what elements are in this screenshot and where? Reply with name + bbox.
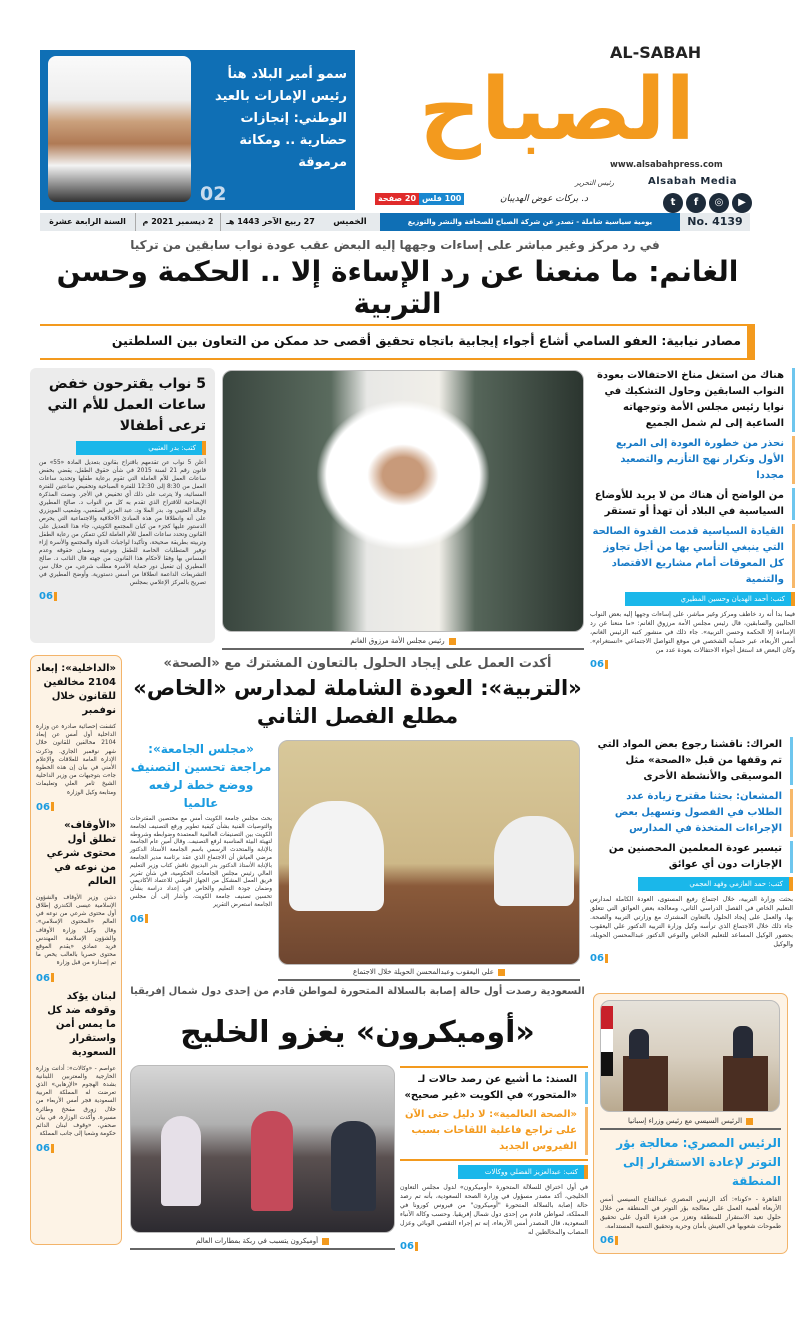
meeting-photo	[278, 740, 580, 965]
issue-number: No. 4139	[687, 215, 743, 228]
sidebar-headline[interactable]: «الداخلية»: إبعاد 2104 مخالفين للقانون خلال نوفمبر	[36, 663, 116, 716]
editor-signature: د. بركات عوض الهديبان	[500, 194, 589, 204]
lead-point: هناك من استغل مناخ الاحتفالات بعودة النواب السابقين وحاول التشكيك في نوايا رئيس مجلس الأمة وتوجهاته الساعية إلى لم شمل الجميع	[590, 368, 795, 432]
price: 100 فلس	[419, 193, 464, 205]
egypt-page-ref[interactable]: 06	[600, 1235, 618, 1247]
pages-count: 20 صفحة	[375, 193, 419, 205]
university-body: بحث مجلس جامعة الكويت أمس مع مختصين المقترحات والتوصيات الفنية بشأن كيفية تطوير ورفع التصنيف لجامعة الكويت بين التصنيفات العالمية المعتمدة وضوابطه وشروطه لتهيئة البيئة المناسبة لرفع التصنيف. وقال أمين عام الجامعة بالإنابة والمتحدث الرسمي باسم الجامعة الأستاذ الدكتور مرضي العياش أن الاجتماع الذي عقد برئاسة مدير الجامعة بالإنابة الأستاذ الدكتور بدر البديوي ناقش كتاب وزير التعليم العالي رئيس مجلس الجامعات الحكومية، في شأن تقرير فريق العمل المشكل من الجهاز الوطني للاعتماد الأكاديمي وضمان جودة التعليم والخاص في إعداد دراسة بشأن تحسين تصنيف جامعة الكويت. وأشار إلى أن مجلس الجامعة استعرض التقرير	[130, 816, 272, 908]
gregorian-date: 2 ديسمبر 2021 م	[135, 213, 220, 231]
emir-photo	[48, 56, 191, 202]
omicron-headline[interactable]: «أوميكرون» يغزو الخليج	[180, 1015, 535, 1050]
university-headline[interactable]: «مجلس الجامعة»: مراجعة تحسين التصنيف ووضع خطة لرفعه عالميا	[130, 742, 272, 810]
mothers-body: أعلن 5 نواب عن تقدمهم باقتراح بقانون بتعديل المادة «55» من قانون رقم 21 لسنة 2015 في شأن حقوق الطفل، يقضي بخفض ساعات العمل للأم العاملة التي تقوم برعاية طفلها وتحديد ساعات العمل من 8:30 إلى 12:30 للفترة الصباحية وتخفيض ساعتين للفترة المسائية، ولا يترتب على ذلك أي تخفيض في الأجر. ونصت المذكرة الإيضاحية للاقتراح الذي تقدم به كل من النواب د. صالح المطيري وخالد العتيبي ود. بدر الملا ود. عبد العزيز الصقعبي، وشعيب المويزري على أنه وانطلاقا من هذه المبادئ الأخلاقية والاجتماعية التي يحرص الدستور عليها كجزء من كيان المجتمع الكويتي، جاء هذا التعديل على القانون وتحدد ساعات العمل للأم العاملة لكي تتمكن من رعاية الطفل وتربيته بطريقة صحيحة، وتأكيدا لواجبات الدولة والمجتمع والأسرة إزاء توفير المتطلبات الخاصة للطفل ونوعيته وضمان حقوقه وعدم المساس بها وفقا لأحكام هذا القانون. من جهته قال النائب د. صالح المطيري إن تفعيل دور حماية الأسرة مطلب شرعي، من خلال سن التشريعات الداعمة انطلاقا من أسس دستورية. وأوضح المطيري في تصريح بالمركز الإعلامي بمجلس	[39, 460, 206, 586]
website-url[interactable]: www.alsabahpress.com	[610, 160, 723, 170]
hijri-date: 27 ربيع الآخر 1443 هـ	[220, 213, 320, 231]
lead-kicker: في رد مركز وغير مباشر على إساءات وجهها إليه البعض عقب عودة نواب سابقين من تركيا	[130, 238, 660, 252]
omicron-column	[400, 1066, 588, 1253]
egypt-box[interactable]	[593, 993, 788, 1254]
day: الخميس	[333, 217, 367, 227]
omicron-page-ref[interactable]: 06	[400, 1241, 418, 1253]
mothers-page-ref[interactable]: 06	[39, 591, 57, 603]
airport-photo	[130, 1065, 395, 1233]
omicron-points	[400, 1066, 588, 1161]
lead-point: القيادة السياسية قدمت القدوة الصالحة التي ينبغي التأسي بها من أجل تجاوز كل المعوقات أمام مشاريع الاقتصاد والتنمية	[590, 524, 795, 588]
sidebar-body: عواصم - «وكالات»: أدانت وزارة الخارجية والمغتربين اللبنانية بشدة الهجوم «الإرهابي» الذي تعرضت له المملكة العربية السعودية فجر أمس الأربعاء من خلال زورق مفخخ وطائرة مسيرة. وأكدت الوزارة، في بيان صحفي، «وقوف لبنان الدائم حكومة وشعبا إلى جانب المملكة	[36, 1065, 116, 1138]
logo-en: AL-SABAH	[610, 43, 702, 62]
mothers-headline: 5 نواب يقترحون خفض ساعات العمل للأم التي ترعى أطفالا	[47, 376, 206, 434]
omicron-byline: كتب: عبدالعزيز الفضلي ووكالات	[458, 1165, 588, 1179]
logo: الصباح	[419, 60, 695, 160]
sidebar-body: دشن وزير الأوقاف والشؤون الإسلامية عيسى الكندري إطلاق أول محتوى شرعي من نوعه في العالم «المحتوى الإسلامي». وقال وكيل وزارة الأوقاف والشؤون الإسلامية المهندس فريد عمادي «يقدم الموقع محتوى حصريا بالغالب يخص ما تم إصداره من قبل وزارة	[36, 894, 116, 967]
schools-page-ref[interactable]: 06	[590, 953, 608, 965]
promo-box[interactable]	[40, 50, 355, 210]
schools-column	[590, 737, 793, 965]
omicron-body: في أول اختراق للسلالة المتحورة «أوميكرون» لدول مجلس التعاون الخليجي، أكد مصدر مسؤول في وزارة الصحة السعودية، بأنه تم رصد حالة إصابة بالسلالة المتحورة "أوميكرون" من فيروس كورونا في المملكة، لمواطن قادم من إحدى دول شمال إفريقيا. وحسب وكالة الأنباء السعودية، قال المصدر أمس الأربعاء، إنه تم إجراء التقصي الوبائي وعزل المصاب والمخالطين له	[400, 1184, 588, 1236]
twitter-icon[interactable]: t	[663, 193, 683, 213]
schools-kicker: أكدت العمل على إيجاد الحلول بالتعاون المشترك مع «الصحة»	[163, 656, 552, 671]
sidebar-headline[interactable]: «الأوقاف» تطلق أول محتوى شرعي من نوعه في العالم	[46, 819, 116, 887]
egypt-headline: الرئيس المصري: معالجة بؤر التوتر لإعادة الاستقرار إلى المنطقة	[616, 1136, 781, 1188]
lead-point: نحذر من خطورة العودة إلى المربع الأول وتكرار نهج التأزيم والتصعيد مجددا	[590, 436, 795, 484]
university-column	[130, 740, 272, 926]
youtube-icon[interactable]: ▶	[732, 193, 752, 213]
facebook-icon[interactable]: f	[686, 193, 706, 213]
airport-photo-caption: أوميكرون يتسبب في ربكة بمطارات العالم	[130, 1236, 395, 1250]
lead-point: من الواضح أن هناك من لا يريد للأوضاع السياسية في البلاد أن تهدأ أو تستقر	[590, 488, 795, 520]
omicron-point: «الصحة العالمية»: لا دليل حتى الآن على تراجع فاعلية اللقاحات بسبب الفيروس الجديد	[400, 1107, 588, 1155]
omicron-kicker: السعودية رصدت أول حالة إصابة بالسلالة المتحورة لمواطن قادم من إحدى دول شمال إفريقيا	[130, 986, 585, 997]
schools-body: بحثت وزارة التربية، خلال اجتماع رفيع المستوى، العودة الكاملة لمدارس التعليم الخاص في الفصل الدراسي الثاني، ومعالجة بعض العوائق التي تتعلق بها، والعمل على إيجاد الحلول بالتعاون المشترك مع وزارتي التربية والصحة. جاء ذلك خلال الاجتماع الذي ترأسه وكيل وزارة التربية الدكتور علي اليعقوب بحضور الوكيل المساعد للتعليم الخاص والنوعي الدكتور عبدالمحسن الحويلة، والوكيل	[590, 896, 793, 948]
university-page-ref[interactable]: 06	[130, 914, 148, 926]
editor-title: رئيس التحرير	[575, 179, 614, 187]
lead-byline: كتب: أحمد الهديان وحسين المطيري	[625, 592, 795, 606]
lead-page-ref[interactable]: 06	[590, 659, 608, 671]
price-badge	[375, 193, 464, 205]
info-bar	[40, 213, 750, 231]
egypt-body: القاهرة - «كونا»: أكد الرئيس المصري عبدالفتاح السيسي أمس الأربعاء أهمية العمل على معالجة بؤر التوتر في المنطقة من خلال حلول تعيد الاستقرار للمنطقة وتعزز من قدرة الدول على تحقيق طموحات شعوبها في العيش بأمان وحرية وتحقيق التنمية المستدامة.	[600, 1196, 781, 1230]
news-sidebar	[30, 655, 122, 1245]
sisi-photo	[600, 1000, 780, 1112]
sidebar-page-ref[interactable]: 06	[36, 973, 54, 985]
year-label: السنة الرابعة عشرة	[49, 217, 126, 226]
lead-column	[590, 368, 795, 671]
lead-headline[interactable]: الغانم: ما منعنا عن رد الإساءة إلا .. الحكمة وحسن التربية	[56, 255, 739, 320]
instagram-icon[interactable]: ◎	[709, 193, 729, 213]
promo-page-number: 02	[200, 183, 227, 205]
schools-point: العراك: ناقشنا رجوع بعض المواد التي تم وقفها من قبل «الصحة» مثل الموسيقى والأنشطة الأخرى	[590, 737, 793, 785]
ghanim-photo-caption: رئيس مجلس الأمة مرزوق الغانم	[222, 636, 584, 650]
mothers-byline: كتب: بدر العتيبي	[76, 441, 206, 455]
sisi-photo-caption: الرئيس السيسي مع رئيس وزراء إسبانيا	[600, 1116, 781, 1130]
lead-subhead[interactable]: مصادر نيابية: العفو السامي أشاع أجواء إيجابية باتجاه تحقيق أقصى حد ممكن من التعاون بين السلطتين	[40, 324, 755, 360]
schools-byline: كتب: حمد العازمي وفهد العجمي	[638, 877, 793, 891]
meeting-photo-caption: علي اليعقوب وعبدالمحسن الحويلة خلال الاجتماع	[278, 967, 580, 981]
media-label: Alsabah Media	[648, 176, 737, 187]
sidebar-body: كشفت إحصائية صادرة عن وزارة الداخلية أول أمس عن إبعاد 2104 مخالفين للقانون خلال شهر نوفمبر الجاري. وذكرت الإدارة العامة للعلاقات والإعلام الأمني في بيان إن هذه الخطوة جاءت بتوجيهات من وزير الداخلية الشيخ ثامر العلي وتعليمات ومتابعة وكيل الوزارة	[36, 724, 116, 796]
sidebar-page-ref[interactable]: 06	[36, 1143, 54, 1155]
schools-point: تيسير عودة المعلمين المحصنين من الإجازات دون أي عوائق	[590, 841, 793, 873]
sidebar-headline[interactable]: لبنان يؤكد وقوفه ضد كل ما يمس أمن واستقرار السعودية	[47, 990, 116, 1058]
promo-headline: سمو أمير البلاد هنأ رئيس الإمارات بالعيد الوطني: إنجازات حضارية .. ومكانة مرموقة	[215, 67, 347, 170]
lead-body: فيما بدا أنه رد خاطف ومركز وغير مباشر، على إساءات وجهها إليه بعض النواب الحاليين والسابقين، قال رئيس مجلس الأمة مرزوق الغانم: «ما منعنا عن رد الإساءة إلا الحكمة وحسن التربية». جاء ذلك في منشور كتبه الرئيس الغانم، أمس الأربعاء، عبر حسابه الشخصي في موقع التواصل الاجتماعي «انستغرام». وكان البعض قد استغل أجواء الاحتفالات بعودة عدد من	[590, 611, 795, 654]
sidebar-page-ref[interactable]: 06	[36, 802, 54, 814]
schools-headline[interactable]: «التربية»: العودة الشاملة لمدارس «الخاص» مطلع الفصل الثاني	[133, 676, 582, 728]
social-icons	[652, 190, 752, 213]
ghanim-photo	[222, 370, 584, 632]
omicron-point: السند: ما أشيع عن رصد حالات لـ «المتحور» في الكويت «غير صحيح»	[400, 1072, 588, 1104]
tagline: يومية سياسية شاملة - تصدر عن شركة الصباح للصحافة والنشر والتوزيع	[380, 213, 680, 231]
mothers-box[interactable]	[30, 368, 215, 643]
schools-point: المشعان: بحثنا مقترح زيادة عدد الطلاب في الفصول وتسهيل بعض الإجراءات المتخذة في المدارس	[590, 789, 793, 837]
